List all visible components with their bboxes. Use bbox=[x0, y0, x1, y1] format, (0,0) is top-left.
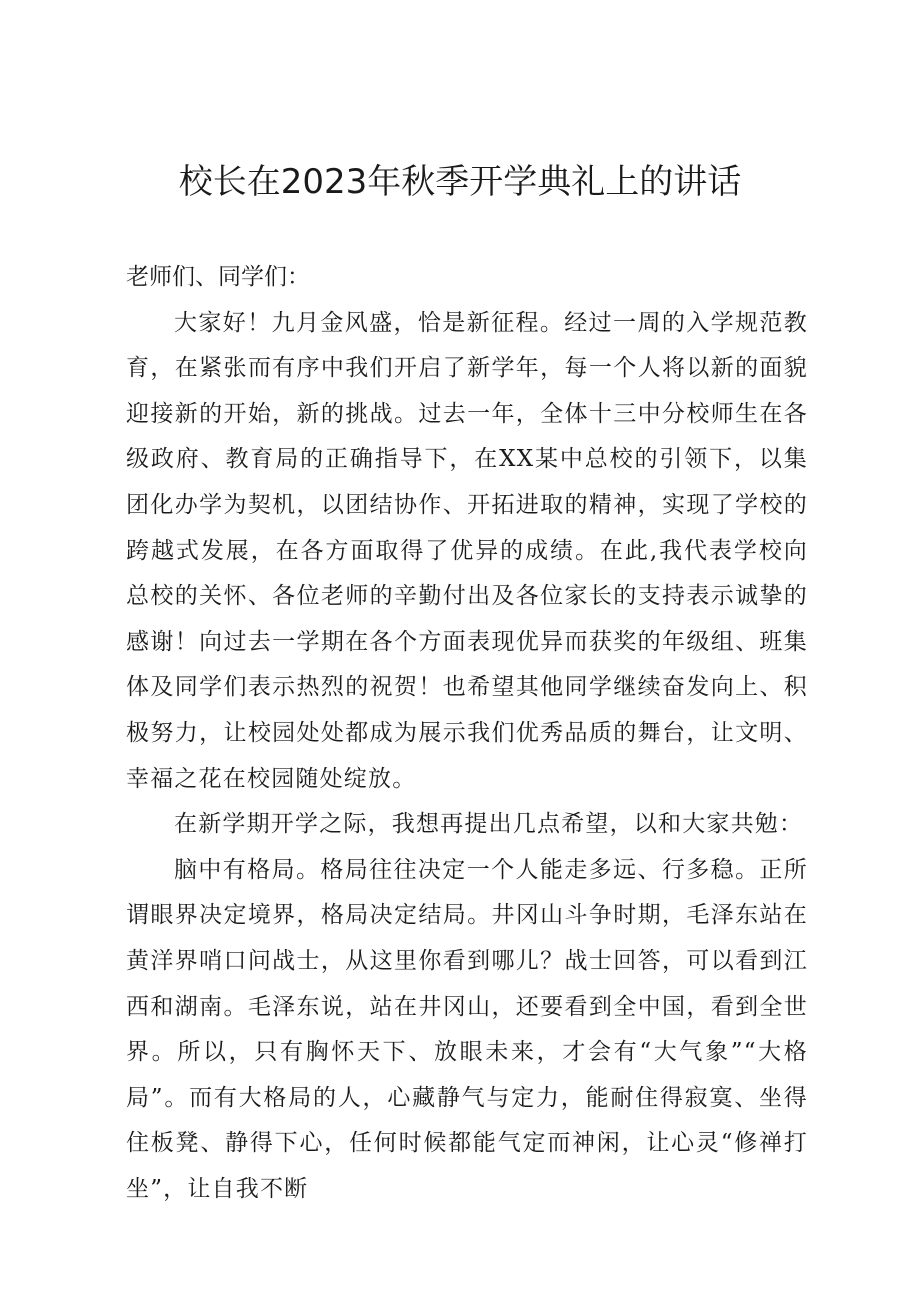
document-title: 校长在2023年秋季开学典礼上的讲话 bbox=[178, 162, 742, 202]
paragraph-vision: 脑中有格局。格局往往决定一个人能走多远、行多稳。正所谓眼界决定境界，格局决定结局。井冈山斗争时期，毛泽东站在黄洋界哨口问战士，从这里你看到哪儿？战士回答，可以看到江西和湖南。毛泽东说，站在井冈山，还要看到全中国，看到全世界。所以，只有胸怀天下、放眼未来，才会有“大气象”“大格局”。而有大格局的人，心藏静气与定力，能耐住得寂寞、坐得住板凳、静得下心，任何时候都能气定而神闲，让心灵“修禅打坐”，让自我不断 bbox=[126, 856, 808, 1202]
paragraph-greeting: 大家好！九月金风盛，恰是新征程。经过一周的入学规范教育，在紧张而有序中我们开启了新学年，每一个人将以新的面貌迎接新的开始，新的挑战。过去一年，全体十三中分校师生在各级政府、教育局的正确指导下，在XX某中总校的引领下，以集团化办学为契机，以团结协作、开拓进取的精神，实现了学校的跨越式发展，在各方面取得了优异的成绩。在此,我代表学校向总校的关怀、各位老师的辛勤付出及各位家长的支持表示诚挚的感谢！向过去一学期在各个方面表现优异而获奖的年级组、班集体及同学们表示热烈的祝贺！也希望其他同学继续奋发向上、积极努力，让校园处处都成为展示我们优秀品质的舞台，让文明、幸福之花在校园随处绽放。 bbox=[126, 309, 808, 792]
document-body bbox=[126, 255, 808, 1212]
salutation: 老师们、同学们： bbox=[126, 264, 310, 290]
paragraph-intro-hopes: 在新学期开学之际，我想再提出几点希望，以和大家共勉： bbox=[174, 811, 804, 838]
